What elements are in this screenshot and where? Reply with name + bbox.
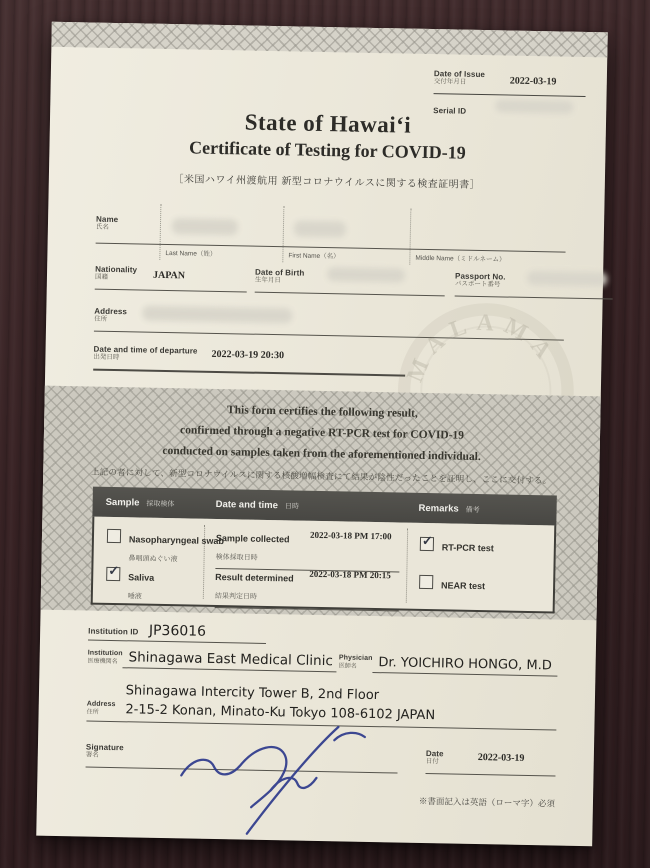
institution-name-value: Shinagawa East Medical Clinic (122, 649, 337, 672)
certification-statement (43, 386, 601, 488)
first-name-sublabel: First Name（名） (288, 252, 340, 261)
departure-value: 2022-03-19 20:30 (211, 348, 285, 362)
passport-label: Passport No. (454, 271, 506, 282)
result-determined-value: 2022-03-18 PM 20:15 (309, 568, 391, 581)
table-column-separator (406, 529, 408, 603)
signature-date-row (85, 739, 556, 782)
date-of-issue-value: 2022-03-19 (509, 75, 557, 88)
middle-name-sublabel: Middle Name（ミドルネーム） (415, 254, 506, 264)
result-determined-row: Result determined 2022-03-18 PM 20:15 結果判定日時 (215, 567, 400, 612)
physician-name-value: Dr. YOICHIRO HONGO, M.D (372, 655, 558, 677)
document-title-state: State of Hawai‘i (244, 109, 412, 138)
passport-redaction-blur (527, 271, 607, 287)
checkbox-nasopharyngeal-swab (107, 529, 121, 543)
certification-line-1: This form certifies the following result, (226, 404, 418, 420)
checkbox-rt-pcr-test: ✓ (420, 537, 434, 551)
departure-label: Date and time of departure (93, 344, 198, 356)
decorative-chevron-band-top (51, 22, 607, 58)
institution-address-line2: 2-15-2 Konan, Minato-Ku Tokyo 108-6102 JAPAN (125, 702, 436, 724)
date-of-birth-label: Date of Birth (255, 267, 305, 278)
date-of-issue-label-en: Date of Issue (433, 69, 486, 80)
column-header-remarks: Remarks 備考 (418, 502, 480, 515)
name-column-separator (282, 206, 284, 262)
serial-id-redaction-blur (495, 99, 573, 113)
last-name-redaction-blur (172, 218, 238, 235)
institution-id-value: JP36016 (148, 622, 207, 640)
nationality-dob-passport-row (95, 263, 565, 298)
column-header-datetime: Date and time 日時 (215, 498, 299, 511)
column-header-sample: Sample 採取検体 (105, 496, 175, 509)
date-line: Date 日付 2022-03-19 (425, 745, 556, 776)
option-saliva: ✓ Saliva 唾液 (106, 567, 155, 604)
first-name-redaction-blur (294, 220, 346, 237)
title-block (49, 106, 606, 194)
name-column-separator (159, 204, 161, 260)
name-column-separator (409, 209, 411, 265)
date-of-birth-redaction-blur (327, 267, 405, 282)
checkbox-saliva: ✓ (106, 567, 120, 581)
document-title-certificate: Certificate of Testing for COVID-19 (188, 137, 466, 163)
last-name-sublabel: Last Name（姓） (165, 249, 217, 258)
institution-id-label: Institution ID (88, 626, 139, 637)
option-nasopharyngeal-swab: Nasopharyngeal swab 鼻咽頭ぬぐい液 (106, 529, 224, 567)
date-label: Date (425, 749, 444, 759)
institution-address-line1: Shinagawa Intercity Tower B, 2nd Floor (125, 683, 380, 704)
address-label: Address (94, 306, 128, 317)
option-rt-pcr-test: ✓ RT-PCR test (420, 537, 494, 556)
departure-field-row: Date and time of departure 出発日時 2022-03-19 20:30 (93, 343, 563, 378)
certificate-document (36, 22, 608, 847)
table-body (91, 517, 557, 614)
serial-id-label: Serial ID (433, 106, 467, 116)
institution-label: Institution 医療機関名 (87, 649, 123, 666)
institution-id-row (88, 621, 558, 650)
nationality-value: JAPAN (152, 269, 186, 282)
name-field-row (95, 207, 567, 264)
date-of-issue-label-jp: 交付年月日 (433, 78, 467, 86)
sample-collected-row: Sample collected 2022-03-18 PM 17:00 検体採取日時 (215, 528, 400, 573)
address-field-row: Address 住所 (94, 305, 564, 341)
signature-date-value: 2022-03-19 (477, 752, 525, 764)
passport-field: Passport No. パスポート番号 (455, 270, 613, 300)
physician-label: Physician 医師名 (338, 654, 373, 670)
date-of-birth-field: Date of Birth 生年月日 (255, 266, 445, 297)
sample-collected-value: 2022-03-18 PM 17:00 (309, 529, 392, 542)
institution-physician-row (87, 649, 557, 677)
certification-line-3: conducted on samples taken from the aforementioned individual. (162, 444, 481, 464)
nationality-field: Nationality 国籍 JAPAN (95, 263, 247, 293)
nationality-label: Nationality (95, 264, 138, 275)
signature-label: Signature (85, 742, 124, 753)
document-title-japanese: ［米国ハワイ州渡航用 新型コロナウイルスに関する検査証明書］ (173, 174, 481, 191)
signature-line: Signature 署名 (86, 739, 398, 774)
certification-line-japanese: 上記の者に対して、新型コロナウイルスに関する核酸増幅検査にて結果が陰性だったことを証明し、ここに交付する。 (90, 466, 552, 486)
test-result-table (91, 487, 557, 614)
address-redaction-blur (142, 306, 292, 324)
checkbox-near-test (419, 575, 433, 589)
footnote-roman-letters-required: ※書面記入は英語（ローマ字）必須 (418, 795, 556, 809)
institution-address-label: Address 住所 (86, 700, 116, 716)
option-near-test: NEAR test (419, 575, 485, 594)
certification-line-2: confirmed through a negative RT-PCR test for COVID-19 (179, 424, 465, 442)
watermark-text: MALAMA (401, 309, 562, 386)
svg-text:MALAMA (402, 308, 562, 388)
certification-band (41, 386, 601, 621)
name-label: Name 氏名 (95, 214, 119, 231)
signature-handwriting (170, 716, 386, 838)
